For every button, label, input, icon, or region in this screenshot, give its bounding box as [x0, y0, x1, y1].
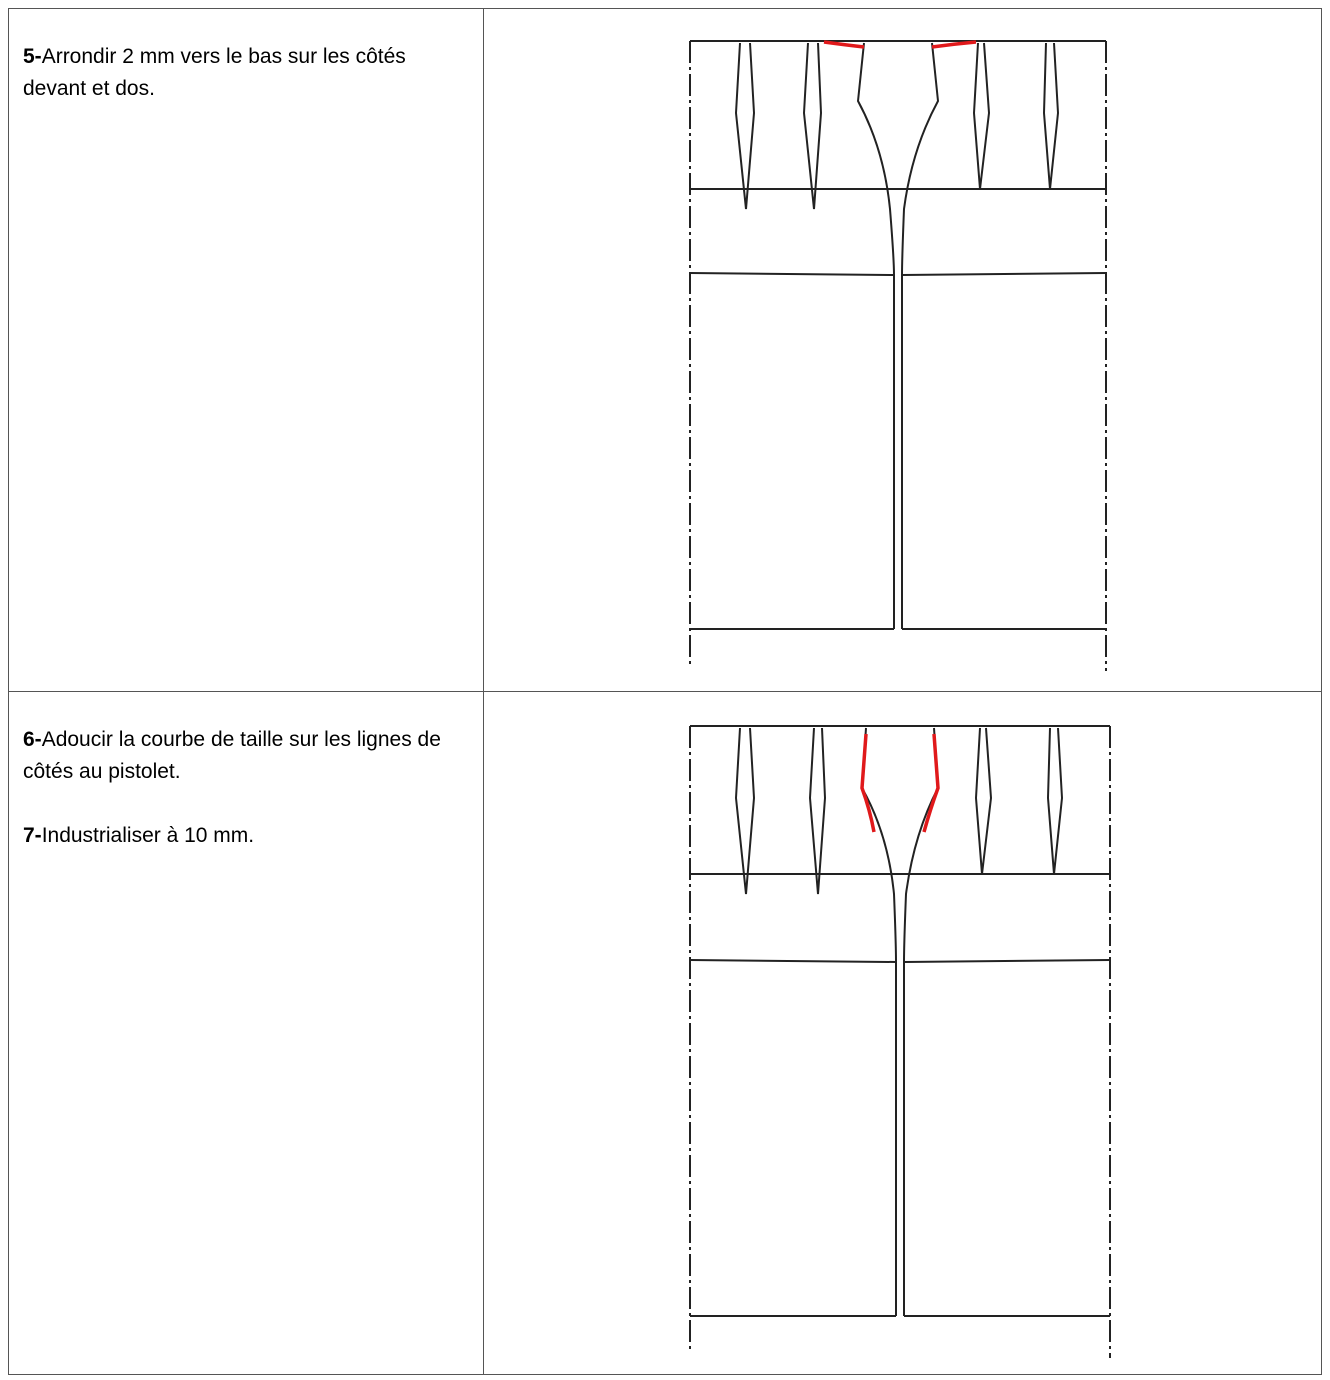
step-figure-cell	[484, 9, 1322, 692]
step-instruction: Adoucir la courbe de taille sur les lignes de côtés au pistolet.	[23, 728, 441, 783]
step-7-paragraph	[23, 820, 469, 852]
step-text-cell	[9, 9, 484, 692]
step-number: 7-	[23, 824, 42, 847]
skirt-pattern-icon	[484, 692, 1322, 1373]
step-5-paragraph	[23, 41, 469, 105]
step-6-paragraph	[23, 724, 469, 788]
steps-table	[8, 8, 1322, 1375]
step-figure-cell	[484, 692, 1322, 1375]
step-row	[9, 9, 1322, 692]
step-instruction: Industrialiser à 10 mm.	[41, 824, 255, 847]
step-row	[9, 692, 1322, 1375]
step-number: 5-	[23, 45, 42, 68]
step-instruction: Arrondir 2 mm vers le bas sur les côtés devant et dos.	[23, 45, 406, 100]
step-number: 6-	[23, 728, 42, 751]
skirt-pattern-icon	[484, 9, 1322, 690]
step-text-cell	[9, 692, 484, 1375]
